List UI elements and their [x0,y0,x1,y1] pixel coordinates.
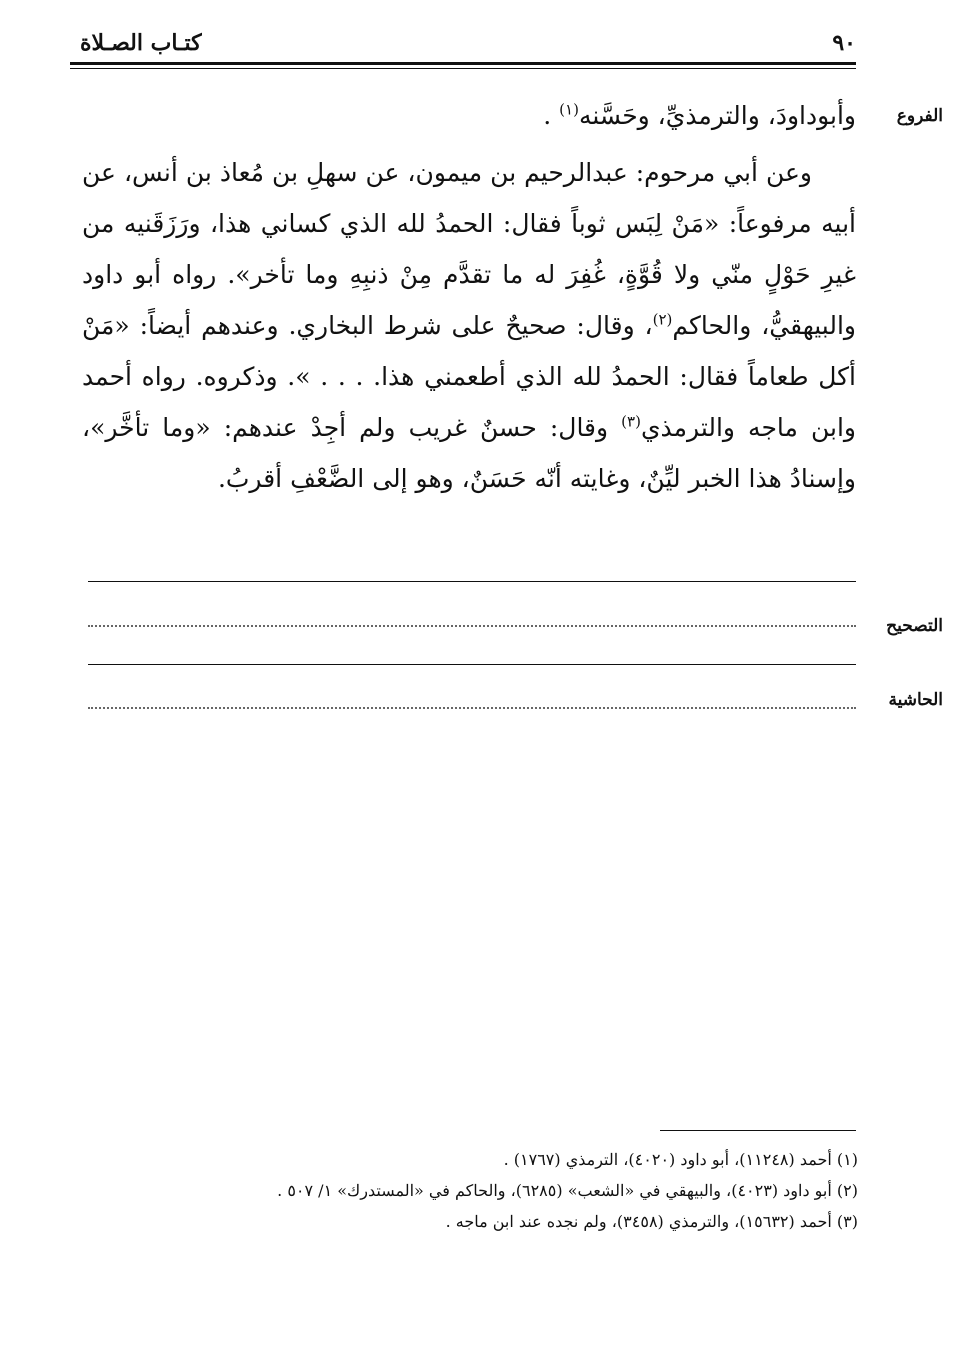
paragraph-2-part-b: ، وقال: صحيحٌ على شرط البخاري. وعندهم أيضاً: «مَنْ أكل طعاماً فقال: الحمدُ لله الذي أطعمني هذا. . . . ». وذكروه. رواه أحمد وابن ماجه والترمذي [82,311,856,442]
paragraph-1-text: وأبوداودَ، والترمذيِّ، وحَسَّنه [578,101,856,130]
margin-label-furu: الفروع [896,106,943,126]
footnote-ref-1: (١) [559,100,579,119]
footnote-separator [660,1130,856,1131]
header-rule-thick [70,62,856,65]
footnote-1: (١) أحمد (١١٢٤٨)، أبو داود (٤٠٢٠)، الترمذي (١٧٦٧) . [503,1150,858,1169]
paragraph-2-part-c: وقال: حسنٌ غريب ولم أجِدْ عندهم: «وما تأخَّر»، وإسنادُ هذا الخبر ليِّنٌ، وغايته أنّه حَسَنٌ، وهو إلى الضَّعْفِ أقربُ. [82,413,856,493]
section-divider [88,581,856,582]
footnote-2: (٢) أبو داود (٤٠٢٣)، والبيهقي في «الشعب» (٦٢٨٥)، والحاكم في «المستدرك» ١/ ٥٠٧ . [277,1181,858,1200]
paragraph-1 [82,90,856,141]
footnote-3: (٣) أحمد (١٥٦٣٢)، والترمذي (٣٤٥٨)، ولم نجده عند ابن ماجه . [445,1212,858,1231]
correction-divider [88,664,856,665]
paragraph-2-part-a: وعن أبي مرحوم: عبدالرحيم بن ميمون، عن سهلِ بن مُعاذ بن أنس، عن أبيه مرفوعاً: «مَنْ لِبَس ثوباً فقال: الحمدُ لله الذي كساني هذا، ورَزَقَنيه من غيرِ حَوْلٍ منّي ولا قُوَّةٍ، غُفِرَ له ما تقدَّم مِنْ ذنبِهِ وما تأخر». رواه أبو داود والبيهقيُّ، والحاكم [82,158,856,340]
paragraph-2 [82,147,856,504]
page-number: ٩٠ [832,30,856,56]
running-header [70,26,856,60]
footnotes [200,1144,858,1237]
margin-label-hashiya: الحاشية [888,690,943,710]
note-dotted-line [88,707,856,709]
footnote-ref-2: (٢) [652,310,673,329]
header-rule-thin [70,68,856,69]
footnote-ref-3: (٣) [621,412,641,431]
margin-label-tashih: التصحيح [886,616,943,636]
correction-dotted-line [88,625,856,627]
book-title: كتـاب الصـلاة [80,30,202,56]
paragraph-1-end: . [543,101,560,130]
main-text [82,90,856,504]
